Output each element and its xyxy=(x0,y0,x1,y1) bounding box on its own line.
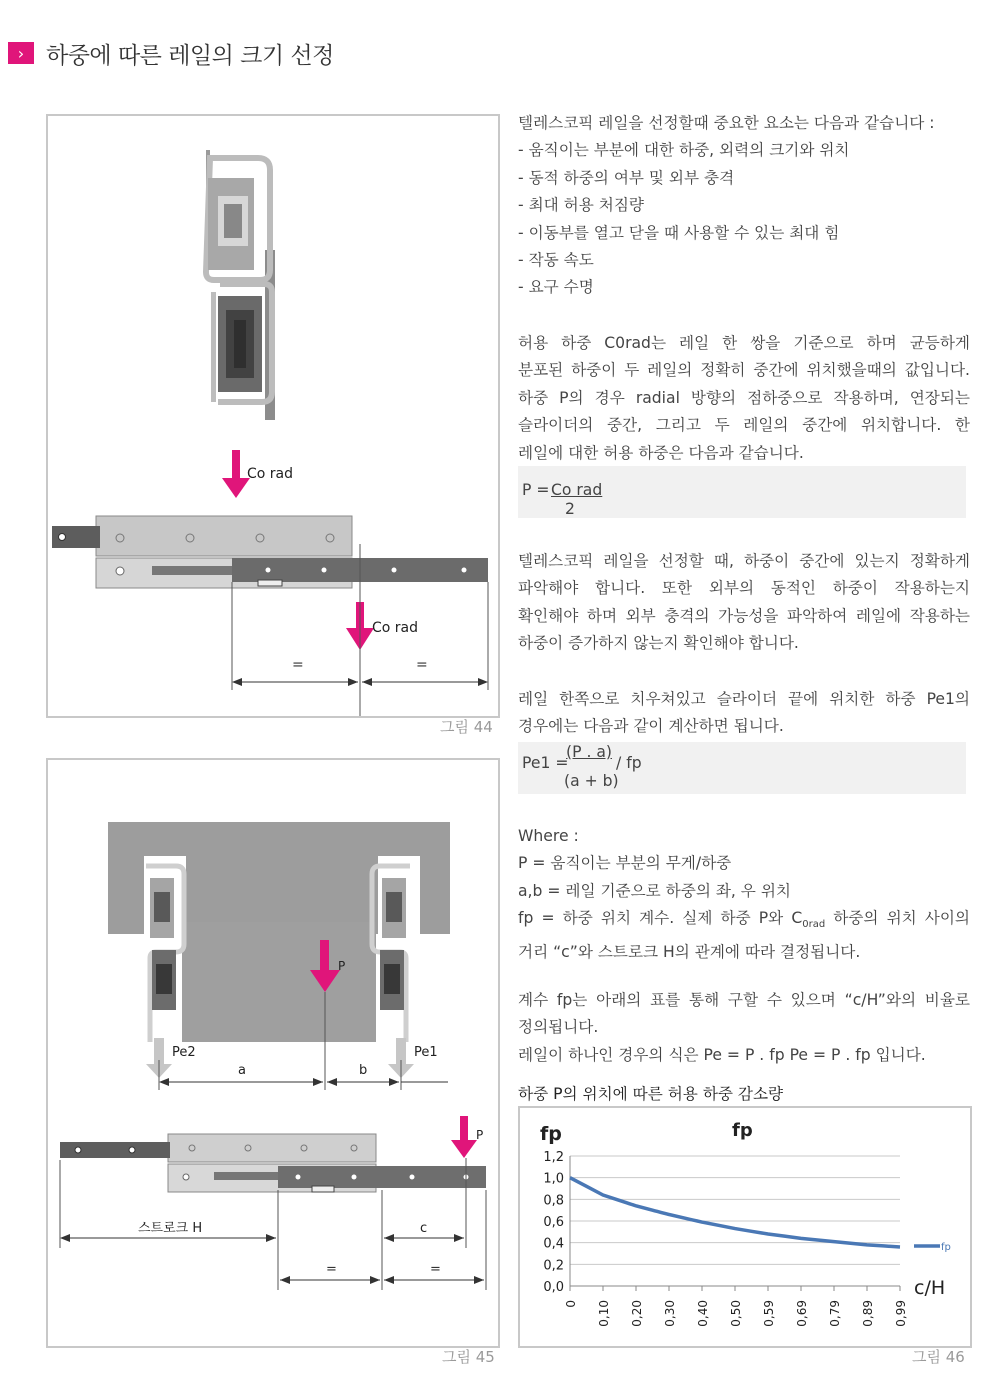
dim-b-label: b xyxy=(359,1063,368,1078)
paragraph-3: 레일 한쪽으로 치우쳐있고 슬라이더 끝에 위치한 하중 Pe1의 경우에는 다음과 같이 계산하면 됩니다. xyxy=(518,690,970,736)
paragraph-2: 텔레스코픽 레일을 선정할 때, 하중이 중간에 있는지 정확하게 파악해야 합니다. 또한 외부의 동적인 하중이 작용하는지 확인해야 하며 외부 충격의 가능성을 파악하여 레일에 작용하는 하중이 증가하지 않는지 확인해야 합니다. xyxy=(518,552,970,653)
chart-section-title: 하중 P의 위치에 따른 허용 하중 감소량 xyxy=(518,1085,784,1103)
dim-a-label: a xyxy=(238,1063,246,1078)
chart-title: fp xyxy=(732,1120,753,1141)
x-tick-label: 0,20 xyxy=(630,1300,644,1327)
intro-item: - 작동 속도 xyxy=(518,251,594,270)
legend-label: fp xyxy=(941,1242,951,1253)
x-tick-label: 0,69 xyxy=(795,1300,809,1327)
intro-item: - 움직이는 부분에 대한 하중, 외력의 크기와 위치 xyxy=(518,141,850,160)
figure-44 xyxy=(46,114,500,718)
paragraph-1: 허용 하중 C0rad는 레일 한 쌍을 기준으로 하며 균등하게 분포된 하중이 두 레일의 정확히 중간에 위치했을때의 값입니다. 하중 P의 경우 radial 방향의 점하중으로 작용하며, 연장되는 슬라이더의 중간, 그리고 두 레일의 중간에 위치합니다. 한 레일에 대한 허용 하중은 다음과 같습니다. xyxy=(518,334,970,462)
formula-1: P = Co rad 2 xyxy=(518,466,966,518)
intro-item: - 동적 하중의 여부 및 외부 충격 xyxy=(518,168,735,187)
dim-equal-left: = xyxy=(292,657,304,673)
x-tick-label: 0,59 xyxy=(762,1300,776,1327)
y-tick-label: 0,2 xyxy=(543,1258,564,1274)
figure-45-drawing xyxy=(48,760,498,1346)
figure-44-caption: 그림 44 xyxy=(440,718,493,736)
intro-item: - 이동부를 열고 닫을 때 사용할 수 있는 최대 힘 xyxy=(518,223,840,242)
y-tick-label: 0,8 xyxy=(543,1193,564,1209)
intro-item: - 최대 허용 처짐량 xyxy=(518,196,644,215)
figure-46-caption: 그림 46 xyxy=(912,1348,965,1366)
chevron-right-icon: › xyxy=(8,42,34,64)
x-tick-label: 0,79 xyxy=(828,1300,842,1327)
intro-item: - 요구 수명 xyxy=(518,278,594,297)
figure-44-drawing xyxy=(48,116,498,716)
fp-chart xyxy=(518,1106,972,1348)
x-tick-label: 0,30 xyxy=(663,1300,677,1327)
x-tick-label: 0 xyxy=(564,1300,578,1308)
pe1-label: Pe1 xyxy=(414,1045,438,1060)
page-title: 하중에 따른 레일의 크기 선정 xyxy=(46,42,334,69)
dim-equal-right: = xyxy=(416,657,428,673)
dim-c-label: c xyxy=(420,1221,428,1236)
y-tick-label: 0,4 xyxy=(543,1236,564,1252)
fp-series-line xyxy=(570,1178,900,1247)
x-tick-label: 0,89 xyxy=(861,1300,875,1327)
figure-45 xyxy=(46,758,500,1348)
page-header xyxy=(8,36,334,70)
load-label-top: Co rad xyxy=(247,466,294,482)
where-line3: fp = 하중 위치 계수. 실제 하중 P와 $C_{0rad}$ 하중의 위치 사이의 xyxy=(518,909,970,931)
y-tick-label: 0,0 xyxy=(543,1280,564,1295)
chart-xlabel: c/H xyxy=(914,1277,946,1299)
figure-45-caption: 그림 45 xyxy=(442,1348,495,1366)
where-block: Where : P = 움직이는 부분의 무게/하중 a,b = 레일 기준으로 하중의 좌, 우 위치 fp = 하중 위치 계수. 실제 하중 P와 $C_{0rad}$ 하중의 위치 사이의 거리 “c”와 스트로크 H의 관계에 따라 결정됩니다. xyxy=(518,827,970,961)
x-tick-label: 0,40 xyxy=(696,1300,710,1327)
y-tick-label: 1,0 xyxy=(543,1171,564,1187)
x-tick-label: 0,50 xyxy=(729,1300,743,1327)
fp-chart-svg xyxy=(520,1108,970,1346)
pe2-label: Pe2 xyxy=(172,1045,196,1060)
y-tick-label: 1,2 xyxy=(543,1150,564,1165)
x-tick-label: 0,10 xyxy=(597,1300,611,1327)
intro-heading: 텔레스코픽 레일을 선정할때 중요한 요소는 다음과 같습니다 : xyxy=(518,114,935,132)
intro-block xyxy=(518,110,970,302)
p-label: P xyxy=(338,959,346,973)
dim-equal-right-45: = xyxy=(430,1262,441,1277)
x-tick-label: 0,99 xyxy=(894,1300,908,1327)
y-tick-label: 0,6 xyxy=(543,1215,564,1230)
dim-equal-left-45: = xyxy=(326,1262,337,1277)
formula-2: Pe1 = (P . a) (a + b) / fp xyxy=(518,742,966,794)
chart-ylabel: fp xyxy=(540,1123,562,1145)
stroke-label: 스트로크 H xyxy=(138,1221,203,1236)
load-label-bottom: Co rad xyxy=(372,620,419,636)
paragraph-4: 계수 fp는 아래의 표를 통해 구할 수 있으며 “c/H”와의 비율로 정의됩니다. 레일이 하나인 경우의 식은 Pe = P . fp Pe = P . fp 입니다. xyxy=(518,991,970,1064)
p-side-label: P xyxy=(476,1128,484,1142)
